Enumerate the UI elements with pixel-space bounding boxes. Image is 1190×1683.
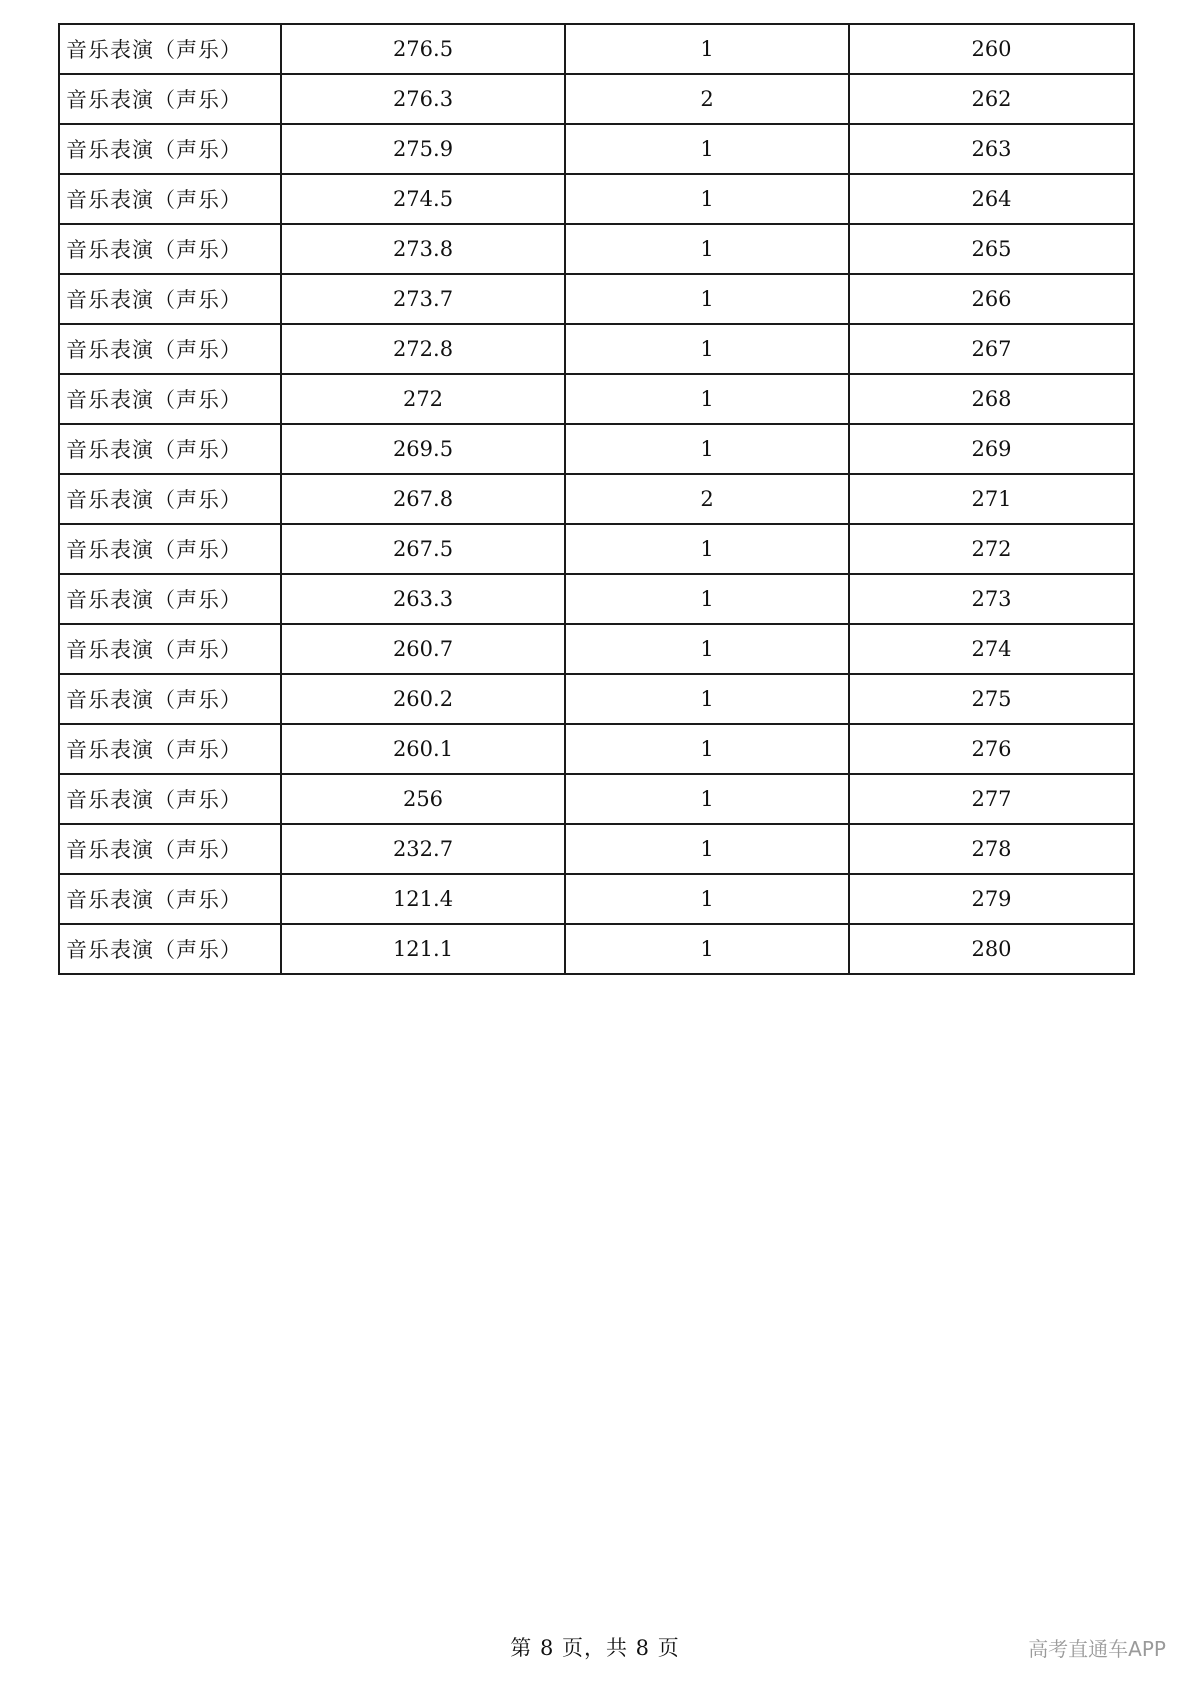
page-number: 第 8 页，共 8 页 <box>510 1636 680 1660</box>
count-cell: 1 <box>565 174 849 224</box>
table-row <box>59 324 1134 374</box>
count-cell: 1 <box>565 24 849 74</box>
count-cell: 1 <box>565 124 849 174</box>
score-cell: 121.4 <box>281 874 565 924</box>
major-cell: 音乐表演（声乐） <box>59 474 281 524</box>
table-row <box>59 174 1134 224</box>
score-cell: 121.1 <box>281 924 565 974</box>
table-row <box>59 674 1134 724</box>
score-cell: 260.7 <box>281 624 565 674</box>
table-row <box>59 124 1134 174</box>
major-cell: 音乐表演（声乐） <box>59 824 281 874</box>
major-cell: 音乐表演（声乐） <box>59 874 281 924</box>
table-row <box>59 274 1134 324</box>
rank-cell: 272 <box>849 524 1134 574</box>
major-cell: 音乐表演（声乐） <box>59 24 281 74</box>
rank-cell: 262 <box>849 74 1134 124</box>
score-cell: 273.7 <box>281 274 565 324</box>
rank-cell: 276 <box>849 724 1134 774</box>
major-cell: 音乐表演（声乐） <box>59 524 281 574</box>
count-cell: 1 <box>565 674 849 724</box>
rank-cell: 266 <box>849 274 1134 324</box>
score-cell: 274.5 <box>281 174 565 224</box>
rank-cell: 264 <box>849 174 1134 224</box>
rank-cell: 280 <box>849 924 1134 974</box>
watermark: 高考直通车APP <box>1028 1637 1166 1661</box>
rank-cell: 275 <box>849 674 1134 724</box>
table-row <box>59 874 1134 924</box>
table-row <box>59 374 1134 424</box>
count-cell: 1 <box>565 824 849 874</box>
rank-cell: 271 <box>849 474 1134 524</box>
score-cell: 256 <box>281 774 565 824</box>
rank-cell: 260 <box>849 24 1134 74</box>
table-row <box>59 424 1134 474</box>
count-cell: 2 <box>565 74 849 124</box>
rank-cell: 278 <box>849 824 1134 874</box>
score-cell: 267.8 <box>281 474 565 524</box>
count-cell: 1 <box>565 324 849 374</box>
rank-cell: 265 <box>849 224 1134 274</box>
major-cell: 音乐表演（声乐） <box>59 374 281 424</box>
score-cell: 260.2 <box>281 674 565 724</box>
major-cell: 音乐表演（声乐） <box>59 674 281 724</box>
table-row <box>59 74 1134 124</box>
score-cell: 276.3 <box>281 74 565 124</box>
score-table <box>58 23 1135 975</box>
rank-cell: 279 <box>849 874 1134 924</box>
table-row <box>59 924 1134 974</box>
table-row <box>59 224 1134 274</box>
count-cell: 1 <box>565 524 849 574</box>
count-cell: 1 <box>565 924 849 974</box>
score-cell: 267.5 <box>281 524 565 574</box>
score-cell: 276.5 <box>281 24 565 74</box>
major-cell: 音乐表演（声乐） <box>59 224 281 274</box>
score-cell: 269.5 <box>281 424 565 474</box>
score-cell: 273.8 <box>281 224 565 274</box>
major-cell: 音乐表演（声乐） <box>59 274 281 324</box>
rank-cell: 268 <box>849 374 1134 424</box>
major-cell: 音乐表演（声乐） <box>59 324 281 374</box>
score-cell: 260.1 <box>281 724 565 774</box>
rank-cell: 277 <box>849 774 1134 824</box>
score-cell: 232.7 <box>281 824 565 874</box>
rank-cell: 273 <box>849 574 1134 624</box>
score-cell: 272 <box>281 374 565 424</box>
table-row <box>59 624 1134 674</box>
count-cell: 1 <box>565 574 849 624</box>
table-row <box>59 824 1134 874</box>
score-cell: 263.3 <box>281 574 565 624</box>
table-row <box>59 724 1134 774</box>
count-cell: 1 <box>565 374 849 424</box>
count-cell: 1 <box>565 724 849 774</box>
score-table-body <box>59 24 1134 974</box>
table-row <box>59 774 1134 824</box>
major-cell: 音乐表演（声乐） <box>59 124 281 174</box>
rank-cell: 267 <box>849 324 1134 374</box>
major-cell: 音乐表演（声乐） <box>59 174 281 224</box>
major-cell: 音乐表演（声乐） <box>59 774 281 824</box>
table-row <box>59 524 1134 574</box>
count-cell: 1 <box>565 874 849 924</box>
major-cell: 音乐表演（声乐） <box>59 424 281 474</box>
major-cell: 音乐表演（声乐） <box>59 74 281 124</box>
major-cell: 音乐表演（声乐） <box>59 624 281 674</box>
table-row <box>59 24 1134 74</box>
rank-cell: 269 <box>849 424 1134 474</box>
count-cell: 2 <box>565 474 849 524</box>
count-cell: 1 <box>565 774 849 824</box>
count-cell: 1 <box>565 424 849 474</box>
count-cell: 1 <box>565 624 849 674</box>
major-cell: 音乐表演（声乐） <box>59 574 281 624</box>
table-row <box>59 574 1134 624</box>
count-cell: 1 <box>565 224 849 274</box>
score-cell: 272.8 <box>281 324 565 374</box>
major-cell: 音乐表演（声乐） <box>59 924 281 974</box>
major-cell: 音乐表演（声乐） <box>59 724 281 774</box>
rank-cell: 263 <box>849 124 1134 174</box>
count-cell: 1 <box>565 274 849 324</box>
table-row <box>59 474 1134 524</box>
score-cell: 275.9 <box>281 124 565 174</box>
rank-cell: 274 <box>849 624 1134 674</box>
